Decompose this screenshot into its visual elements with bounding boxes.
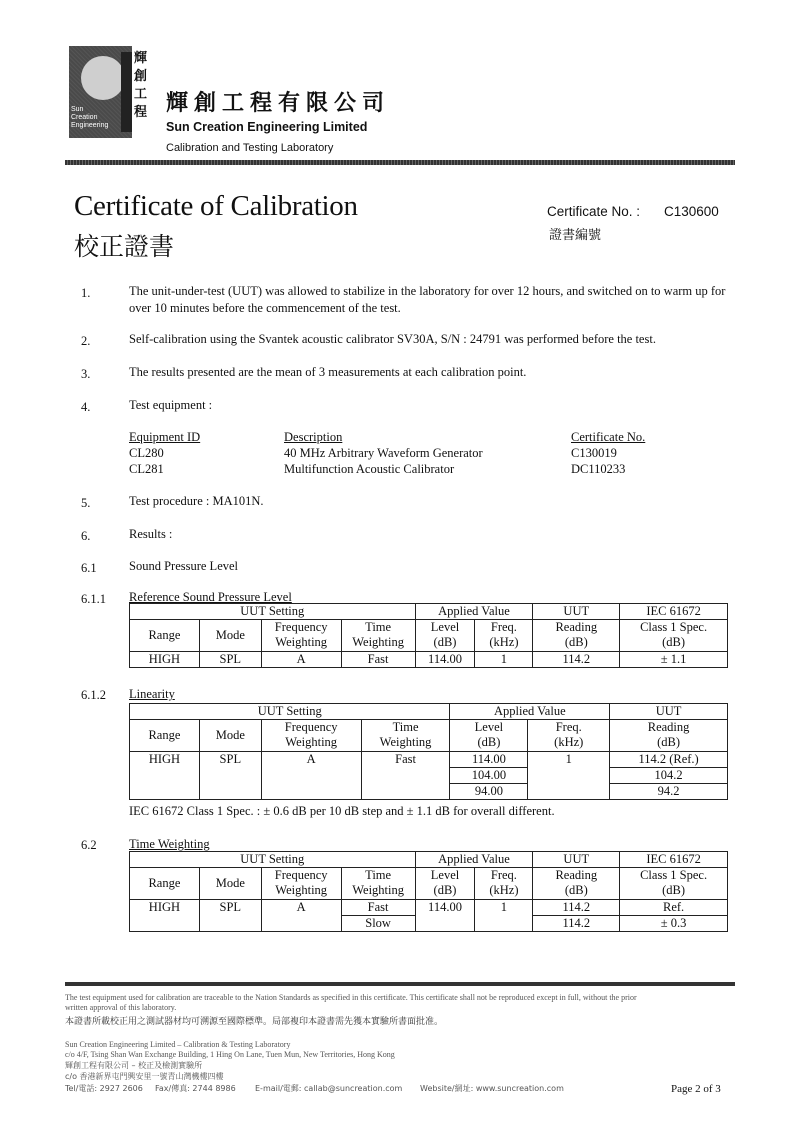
footer-address: c/o 4/F, Tsing Shan Wan Exchange Building, 1 Hing On Lane, Tuen Mun, New Territories, Hong Kong [65, 1050, 395, 1059]
table-header: Applied Value [415, 604, 533, 620]
table-header: Freq. (kHz) [475, 868, 533, 900]
table-cell: 94.2 [610, 784, 728, 800]
item-number: 6.1.2 [81, 688, 106, 702]
table-cell: HIGH [130, 652, 200, 668]
table-header: Level (dB) [450, 720, 528, 752]
table-cell: ± 0.3 [620, 916, 728, 932]
footer-fax: Fax/傳真: 2744 8986 [155, 1084, 236, 1093]
item-number: 6.1.1 [81, 592, 106, 606]
table-cell: 114.2 [533, 652, 620, 668]
table-header: Range [130, 868, 200, 900]
certificate-no-label: Certificate No. : [547, 204, 641, 219]
table-cell: 114.2 [533, 900, 620, 916]
logo-name: Sun Creation Engineering [71, 106, 109, 129]
item-number: 1. [81, 286, 91, 300]
item-number: 5. [81, 496, 91, 510]
footer-rule [65, 982, 735, 986]
table-header: Mode [199, 620, 261, 652]
company-name: Sun Creation Engineering Limited [166, 120, 368, 134]
footer-address-cjk: c/o 香港新界屯門興安里一號青山灣機樓四樓 [65, 1072, 224, 1081]
company-name-cjk: 輝創工程有限公司 [166, 91, 391, 116]
table-header: Level (dB) [415, 620, 475, 652]
item-text: Test procedure : MA101N. [129, 494, 264, 508]
equipment-cell: DC110233 [571, 462, 626, 476]
footer-email: E-mail/電郵: callab@suncreation.com [255, 1084, 403, 1093]
table-header: Range [130, 620, 200, 652]
table-header: Frequency Weighting [261, 868, 341, 900]
equipment-desc-column [284, 429, 483, 477]
table-cell: SPL [199, 752, 261, 800]
table-cell: 1 [528, 752, 610, 800]
item-text: Self-calibration using the Svantek acoustic calibrator SV30A, S/N : 24791 was performed before the test. [129, 332, 656, 346]
equipment-header: Certificate No. [571, 430, 646, 444]
table-cell: 114.00 [415, 652, 475, 668]
table-header: UUT Setting [130, 604, 416, 620]
logo-bar [121, 52, 132, 132]
table-header: IEC 61672 [620, 852, 728, 868]
table-row [130, 752, 728, 768]
section-heading: Reference Sound Pressure Level [129, 590, 292, 604]
table-row [130, 900, 728, 916]
table-cell: 94.00 [450, 784, 528, 800]
footer-disclaimer-cjk: 本證書所載校正用之測試器材均可溯源至國際標準。局部複印本證書需先獲本實驗所書面批准。 [65, 1017, 444, 1027]
table-header: Freq. (kHz) [528, 720, 610, 752]
table-header: Frequency Weighting [261, 720, 361, 752]
footer-address-cjk: 輝創工程有限公司 – 校正及檢測實驗所 [65, 1061, 203, 1070]
table-cell: HIGH [130, 900, 200, 932]
equipment-cell: Multifunction Acoustic Calibrator [284, 462, 455, 476]
table-cell: Fast [341, 652, 415, 668]
table-cell: 114.2 [533, 916, 620, 932]
time-weighting-table [129, 851, 728, 932]
logo-cjk: 輝 創 工 程 [134, 51, 148, 120]
table-header: UUT Setting [130, 852, 416, 868]
table-header: Level (dB) [415, 868, 475, 900]
equipment-cell: CL280 [129, 446, 164, 460]
section-heading: Linearity [129, 687, 175, 701]
table-header: Time Weighting [361, 720, 450, 752]
table-cell: 104.2 [610, 768, 728, 784]
table-cell: A [261, 652, 341, 668]
page-number: Page 2 of 3 [671, 1083, 721, 1095]
table-header: Freq. (kHz) [475, 620, 533, 652]
footer-tel: Tel/電話: 2927 2606 [65, 1084, 143, 1093]
item-text: Test equipment : [129, 398, 213, 412]
table-header: Range [130, 720, 200, 752]
reference-spl-table [129, 603, 728, 668]
table-header: Class 1 Spec. (dB) [620, 620, 728, 652]
table-header: Applied Value [415, 852, 533, 868]
table-header: Frequency Weighting [261, 620, 341, 652]
item-text: Results : [129, 527, 173, 541]
table-cell: ± 1.1 [620, 652, 728, 668]
item-number: 6. [81, 529, 91, 543]
equipment-cell: 40 MHz Arbitrary Waveform Generator [284, 446, 483, 460]
table-header: UUT Setting [130, 704, 450, 720]
table-header: Time Weighting [341, 868, 415, 900]
table-header: IEC 61672 [620, 604, 728, 620]
item-text: Sound Pressure Level [129, 559, 239, 573]
footer-disclaimer: The test equipment used for calibration are traceable to the Nation Standards as specified in this certificate. This certificate shall not be reproduced except in full, without the prior [65, 993, 637, 1002]
section-heading: Time Weighting [129, 837, 210, 851]
table-cell: 114.00 [415, 900, 475, 932]
certificate-no-label-cjk: 證書編號 [549, 228, 602, 243]
certificate-title-cjk: 校正證書 [74, 232, 175, 261]
item-text: The results presented are the mean of 3 measurements at each calibration point. [129, 365, 527, 379]
table-cell: Fast [341, 900, 415, 916]
table-header: UUT [610, 704, 728, 720]
table-header: Reading (dB) [533, 620, 620, 652]
table-header: Mode [199, 868, 261, 900]
table-header: Reading (dB) [533, 868, 620, 900]
table-cell: Fast [361, 752, 450, 800]
linearity-table [129, 703, 728, 800]
table-cell: 114.00 [450, 752, 528, 768]
footer-website: Website/網址: www.suncreation.com [420, 1084, 564, 1093]
certificate-no-value: C130600 [664, 204, 719, 219]
table-header: Mode [199, 720, 261, 752]
footer-address: Sun Creation Engineering Limited – Calibration & Testing Laboratory [65, 1040, 291, 1049]
linearity-note: IEC 61672 Class 1 Spec. : ± 0.6 dB per 10 dB step and ± 1.1 dB for overall different. [129, 804, 555, 818]
item-number: 3. [81, 367, 91, 381]
footer-disclaimer-2: written approval of this laboratory. [65, 1003, 177, 1012]
equipment-cell: CL281 [129, 462, 164, 476]
table-cell: SPL [199, 652, 261, 668]
header-rule [65, 160, 735, 165]
table-cell: SPL [199, 900, 261, 932]
item-number: 2. [81, 334, 91, 348]
table-cell: A [261, 900, 341, 932]
table-header: UUT [533, 852, 620, 868]
table-header: Time Weighting [341, 620, 415, 652]
equipment-cell: C130019 [571, 446, 617, 460]
table-cell: 104.00 [450, 768, 528, 784]
table-header: Class 1 Spec. (dB) [620, 868, 728, 900]
table-cell: 114.2 (Ref.) [610, 752, 728, 768]
table-row [130, 652, 728, 668]
equipment-cert-column [571, 429, 645, 477]
item-text: The unit-under-test (UUT) was allowed to stabilize in the laboratory for over 12 hours, and switched on to warm up for over 10 minutes before the commencement of the test. [129, 284, 726, 315]
table-header: UUT [533, 604, 620, 620]
item-number: 4. [81, 400, 91, 414]
equipment-header: Equipment ID [129, 430, 201, 444]
table-cell: A [261, 752, 361, 800]
lab-name: Calibration and Testing Laboratory [166, 142, 334, 154]
item-number: 6.2 [81, 838, 97, 852]
table-cell: 1 [475, 652, 533, 668]
table-header: Applied Value [450, 704, 610, 720]
item-number: 6.1 [81, 561, 97, 575]
table-cell: Slow [341, 916, 415, 932]
table-header: Reading (dB) [610, 720, 728, 752]
logo-circle [81, 56, 125, 100]
equipment-id-column [129, 429, 200, 477]
equipment-header: Description [284, 430, 343, 444]
table-cell: 1 [475, 900, 533, 932]
table-cell: Ref. [620, 900, 728, 916]
table-cell: HIGH [130, 752, 200, 800]
certificate-title: Certificate of Calibration [74, 190, 358, 222]
company-logo [69, 46, 132, 138]
